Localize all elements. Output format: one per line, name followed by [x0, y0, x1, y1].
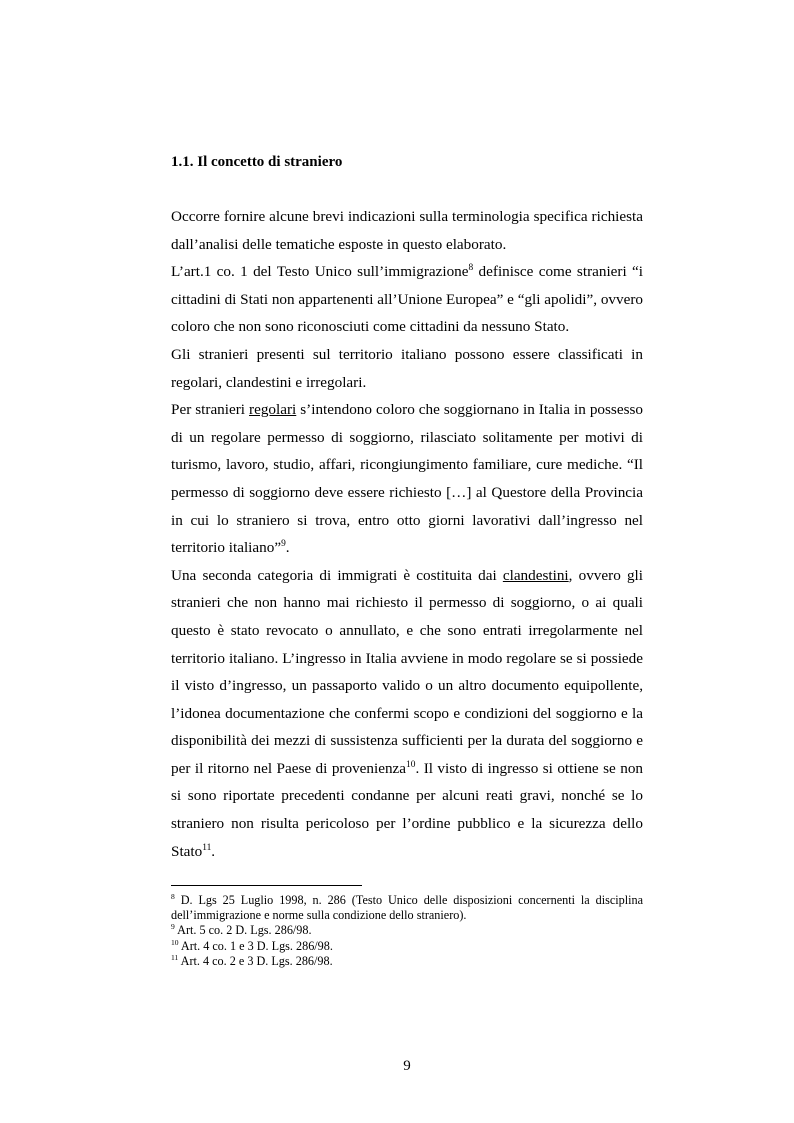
- paragraph-text: Una seconda categoria di immigrati è costituita dai: [171, 566, 503, 584]
- paragraph-text: Occorre fornire alcune brevi indicazioni sulla terminologia specifica richiesta dall’analisi delle tematiche esposte in questo elaborato.: [171, 208, 643, 253]
- footnote-item: [171, 939, 643, 954]
- paragraph-text: Per stranieri: [171, 401, 250, 419]
- paragraph-text: . Il visto di ingresso si ottiene se non si sono riportate precedenti condanne per alcuni reati gravi, nonché se lo straniero non risulta pericoloso per l’ordine pubblico e la sicurezza dello Stato: [171, 759, 644, 860]
- page-number: 9: [403, 1058, 411, 1074]
- footnote-item: [171, 954, 643, 969]
- footnote-ref: 8: [468, 263, 474, 274]
- document-page: [171, 0, 643, 1123]
- footnote-number: 8: [171, 891, 175, 901]
- paragraph-text: .: [285, 539, 290, 557]
- paragraph-text: , ovvero gli stranieri che non hanno mai richiesto il permesso di soggiorno, o ai quali questo è stato revocato o annullato, e che sono entrati irregolarmente nel territorio italiano. L’ingresso in Italia avviene in modo regolare se si possiede il visto d’ingresso, un passaporto valido o un altro documento equipollente, l’idonea documentazione che confermi scopo e condizioni del soggiorno e la disponibilità dei mezzi di sussistenza sufficienti per la durata del soggiorno e per il ritorno nel Paese di provenienza: [171, 566, 643, 777]
- footnote-item: [171, 893, 643, 923]
- footnote-ref: 11: [202, 842, 212, 853]
- paragraph-text: s’intendono coloro che soggiornano in Italia in possesso di un regolare permesso di soggiorno, rilasciato solitamente per motivi di turismo, lavoro, studio, affari, ricongiungimento familiare, cure mediche. “Il permesso di soggiorno deve essere richiesto […] al Questore della Provincia in cui lo straniero si trova, entro otto giorni lavorativi dall’ingresso nel territorio italiano”: [171, 401, 643, 557]
- paragraph-text: Gli stranieri presenti sul territorio italiano possono essere classificati in regolari, clandestini e irregolari.: [171, 345, 643, 391]
- body-text: [171, 203, 643, 865]
- paragraph-definition: [171, 258, 643, 341]
- paragraph-clandestini: [171, 562, 643, 866]
- footnote-number: 11: [171, 952, 179, 962]
- section-heading: 1.1. Il concetto di straniero: [171, 154, 343, 170]
- footnote-number: 10: [171, 937, 179, 947]
- footnote-text: Art. 4 co. 1 e 3 D. Lgs. 286/98.: [178, 938, 333, 953]
- paragraph-intro: [171, 203, 643, 258]
- footnote-text: Art. 4 co. 2 e 3 D. Lgs. 286/98.: [178, 953, 333, 968]
- footnote-ref: 10: [406, 759, 416, 770]
- footnote-text: Art. 5 co. 2 D. Lgs. 286/98.: [174, 923, 312, 938]
- paragraph-classification: [171, 341, 643, 396]
- underlined-term: clandestini: [502, 566, 569, 584]
- footnote-number: 9: [171, 922, 175, 932]
- footnote-ref: 9: [281, 539, 286, 550]
- paragraph-text: .: [211, 842, 216, 860]
- paragraph-text: definisce come stranieri “i cittadini di Stati non appartenenti all’Unione Europea” e “gli apolidi”, ovvero coloro che non sono riconosciuti come cittadini da nessuno Stato.: [171, 263, 643, 336]
- paragraph-regolari: [171, 396, 643, 562]
- footnote-item: [171, 923, 643, 938]
- paragraph-text: L’art.1 co. 1 del Testo Unico sull’immigrazione: [171, 263, 469, 281]
- underlined-term: regolari: [249, 401, 297, 419]
- footnotes: [171, 893, 643, 969]
- footnote-separator: [171, 885, 362, 886]
- footnote-text: D. Lgs 25 Luglio 1998, n. 286 (Testo Unico delle disposizioni concernenti la disciplina dell’immigrazione e norme sulla condizione dello straniero).: [171, 893, 643, 923]
